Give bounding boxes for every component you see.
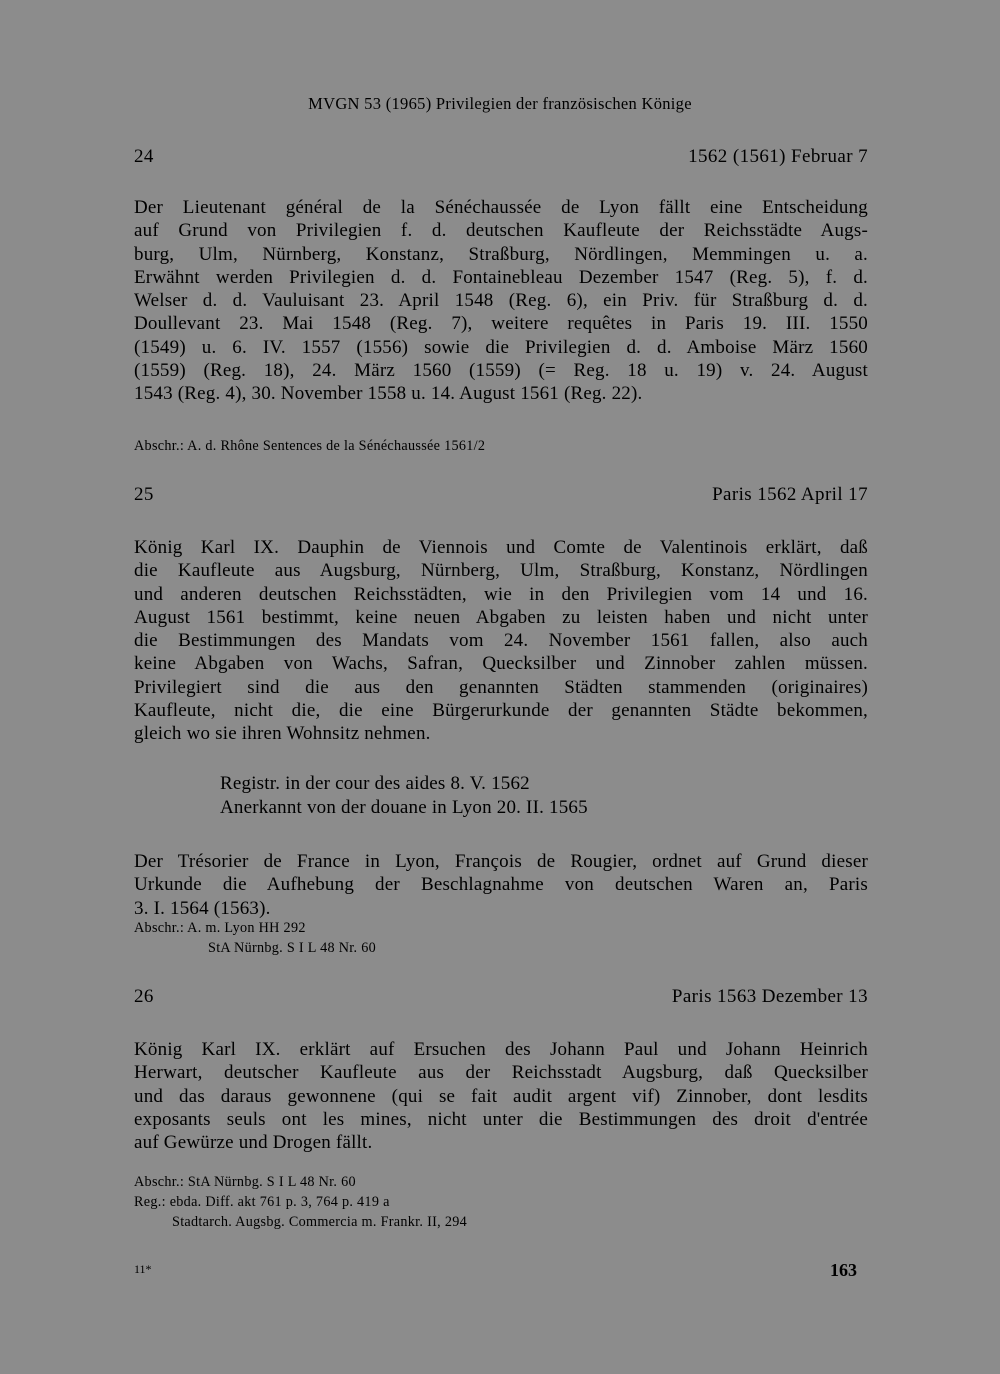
text-line: burg, Ulm, Nürnberg, Konstanz, Straßburg, Nördlingen, Memmingen u. a. — [134, 243, 868, 265]
text-line: Privilegiert sind die aus den genannten Städten stammenden (originaires) — [134, 676, 868, 698]
entry-24-text — [134, 196, 868, 406]
registration-line: Registr. in der cour des aides 8. V. 1562 — [220, 773, 530, 794]
entry-24-heading — [134, 146, 868, 168]
text-line: keine Abgaben von Wachs, Safran, Quecksilber und Zinnober zahlen müssen. — [134, 653, 868, 675]
entry-24-source — [134, 436, 485, 456]
text-line: und das daraus gewonnene (qui se fait audit argent vif) Zinnober, dont lesdits — [134, 1085, 868, 1107]
source-line: Abschr.: A. m. Lyon HH 292 — [134, 920, 306, 936]
text-line: August 1561 bestimmt, keine neuen Abgaben zu leisten haben und nicht unter — [134, 606, 868, 628]
text-line: exposants seuls ont les mines, nicht unter die Bestimmungen des droit d'entrée — [134, 1108, 868, 1130]
entry-number: 24 — [134, 146, 154, 167]
text-line: Welser d. d. Vauluisant 23. April 1548 (Reg. 6), ein Priv. für Straßburg d. d. — [134, 290, 868, 312]
entry-26-source — [134, 1172, 467, 1232]
entry-25-registration — [220, 772, 588, 820]
entry-26-text — [134, 1038, 868, 1154]
entry-25-source — [134, 918, 376, 958]
entry-date: 1562 (1561) Februar 7 — [688, 146, 868, 167]
entry-date: Paris 1563 Dezember 13 — [671, 986, 868, 1007]
text-line: Der Lieutenant général de la Sénéchaussée de Lyon fällt eine Entscheidung — [134, 197, 868, 218]
text-line: Doullevant 23. Mai 1548 (Reg. 7), weitere requêtes in Paris 19. III. 1550 — [134, 313, 868, 335]
text-line: 3. I. 1564 (1563). — [134, 897, 271, 919]
text-line: und anderen deutschen Reichsstädten, wie in den Privilegien vom 14 und 16. — [134, 583, 868, 605]
text-line: König Karl IX. erklärt auf Ersuchen des Johann Paul und Johann Heinrich — [134, 1039, 868, 1060]
text-line: Kaufleute, nicht die, die eine Bürgerurkunde der genannten Städte bekommen, — [134, 700, 868, 722]
text-line: Der Trésorier de France in Lyon, François de Rougier, ordnet auf Grund dieser — [134, 851, 868, 872]
entry-26-heading — [134, 986, 868, 1008]
registration-line: Anerkannt von der douane in Lyon 20. II. 1565 — [220, 797, 588, 818]
signature-mark: 11* — [134, 1262, 152, 1276]
text-line: Herwart, deutscher Kaufleute aus der Reichsstadt Augsburg, daß Quecksilber — [134, 1062, 868, 1084]
text-line: (1559) (Reg. 18), 24. März 1560 (1559) (= Reg. 18 u. 19) v. 24. August — [134, 360, 868, 382]
entry-25-text — [134, 536, 868, 746]
entry-number: 25 — [134, 484, 154, 505]
text-line: die Kaufleute aus Augsburg, Nürnberg, Ulm, Straßburg, Konstanz, Nördlingen — [134, 560, 868, 582]
running-header: MVGN 53 (1965) Privilegien der französischen Könige — [308, 94, 692, 113]
source-line: Stadtarch. Augsbg. Commercia m. Frankr. II, 294 — [172, 1214, 468, 1230]
entry-25-heading — [134, 484, 868, 506]
text-line: Erwähnt werden Privilegien d. d. Fontainebleau Dezember 1547 (Reg. 5), f. d. — [134, 266, 868, 288]
text-line: König Karl IX. Dauphin de Viennois und Comte de Valentinois erklärt, daß — [134, 537, 868, 558]
page-number: 163 — [830, 1260, 857, 1280]
entry-25-extra-text — [134, 850, 868, 920]
text-line: auf Grund von Privilegien f. d. deutschen Kaufleute der Reichsstädte Augs- — [134, 220, 868, 242]
source-line: Abschr.: StA Nürnbg. S I L 48 Nr. 60 — [134, 1174, 356, 1190]
source-line: StA Nürnbg. S I L 48 Nr. 60 — [208, 940, 376, 956]
entry-date: Paris 1562 April 17 — [712, 484, 868, 505]
text-line: 1543 (Reg. 4), 30. November 1558 u. 14. August 1561 (Reg. 22). — [134, 383, 643, 405]
source-line: Abschr.: A. d. Rhône Sentences de la Sénéchaussée 1561/2 — [134, 438, 486, 454]
source-line: Reg.: ebda. Diff. akt 761 p. 3, 764 p. 419 a — [134, 1194, 390, 1210]
text-line: (1549) u. 6. IV. 1557 (1556) sowie die Privilegien d. d. Amboise März 1560 — [134, 336, 868, 358]
text-line: die Bestimmungen des Mandats vom 24. November 1561 fallen, also auch — [134, 630, 868, 652]
text-line: auf Gewürze und Drogen fällt. — [134, 1132, 373, 1154]
text-line: Urkunde die Aufhebung der Beschlagnahme von deutschen Waren an, Paris — [134, 874, 868, 896]
entry-number: 26 — [134, 986, 154, 1007]
text-line: gleich wo sie ihren Wohnsitz nehmen. — [134, 723, 431, 745]
